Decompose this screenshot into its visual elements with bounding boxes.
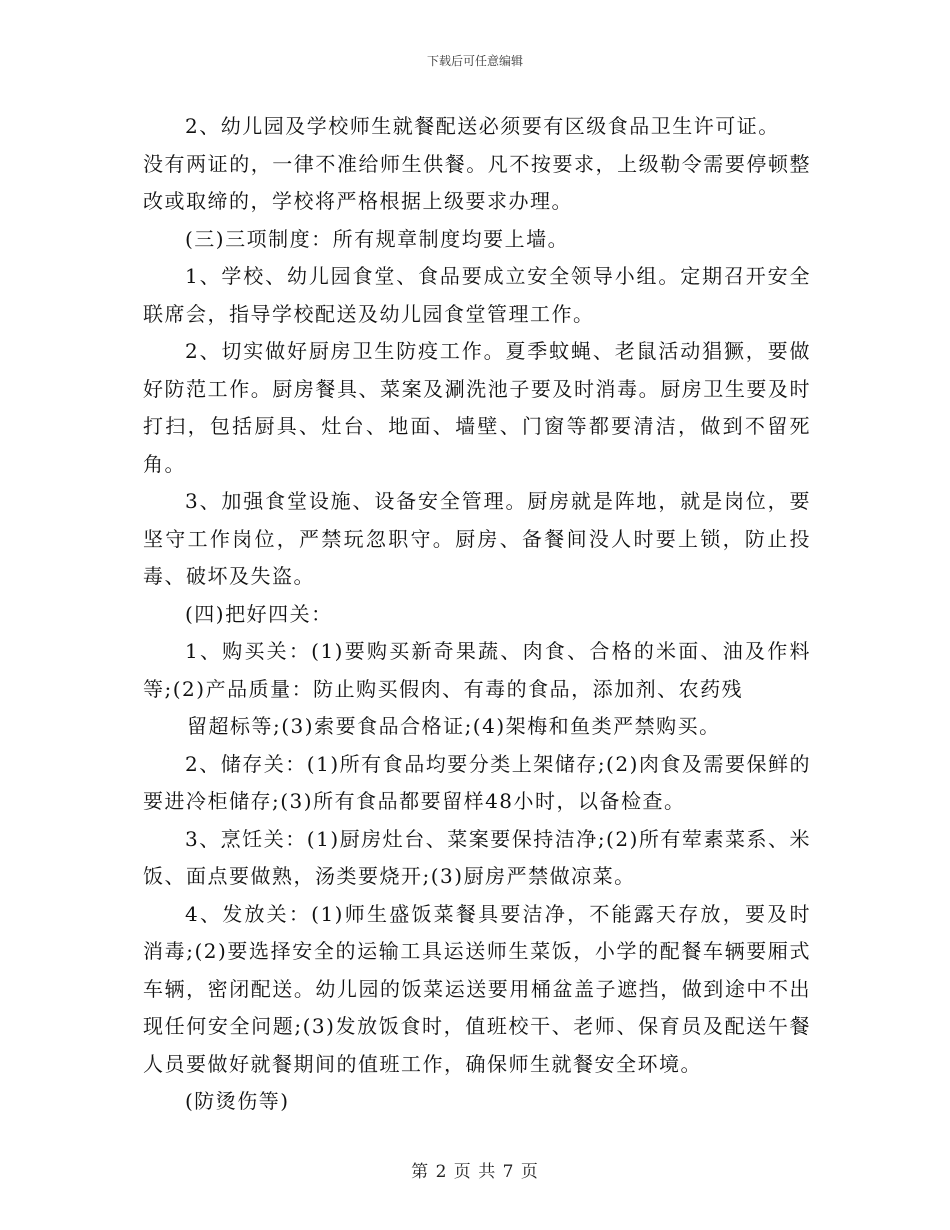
paragraph-license-continued: 没有两证的，一律不准给师生供餐。凡不按要求，上级勒令需要停顿整改或取缔的，学校将严格根据上级要求办理。 bbox=[143, 151, 811, 213]
paragraph-distribution-check: 4、发放关：(1)师生盛饭菜餐具要洁净，不能露天存放，要及时消毒;(2)要选择安全的运输工具运送师生菜饭，小学的配餐车辆要厢式车辆，密闭配送。幼儿园的饭菜运送要用桶盆盖子遮挡，做到途中不出现任何安全问题;(3)发放饭食时，值班校干、老师、保育员及配送午餐人员要做好就餐期间的值班工作，确保师生就餐安全环境。 bbox=[143, 901, 811, 1076]
paragraph-purchase-check: 1、购买关：(1)要购买新奇果蔬、肉食、合格的米面、油及作料等;(2)产品质量：防止购买假肉、有毒的食品，添加剂、农药残 bbox=[143, 639, 811, 701]
document-body bbox=[143, 108, 811, 1121]
paragraph-storage-check: 2、储存关：(1)所有食品均要分类上架储存;(2)肉食及需要保鲜的要进冷柜储存;(3)所有食品都要留样48小时，以备检查。 bbox=[143, 751, 811, 813]
header-note: 下载后可任意编辑 bbox=[426, 54, 523, 68]
paragraph-purchase-check-continued: 留超标等;(3)索要食品合格证;(4)架梅和鱼类严禁购买。 bbox=[187, 714, 721, 738]
page-number-footer: 第 2 页 共 7 页 bbox=[411, 1162, 539, 1182]
paragraph-kitchen-hygiene: 2、切实做好厨房卫生防疫工作。夏季蚊蝇、老鼠活动猖獗，要做好防范工作。厨房餐具、菜案及涮洗池子要及时消毒。厨房卫生要及时打扫，包括厨具、灶台、地面、墙壁、门窗等都要清洁，做到不留死角。 bbox=[143, 339, 811, 476]
section-heading-four-checks: (四)把好四关： bbox=[185, 601, 333, 626]
paragraph-cooking-check: 3、烹饪关：(1)厨房灶台、菜案要保持洁净;(2)所有荤素菜系、米饭、面点要做熟，汤类要烧开;(3)厨房严禁做凉菜。 bbox=[143, 826, 811, 888]
paragraph-license: 2、幼儿园及学校师生就餐配送必须要有区级食品卫生许可证。 bbox=[185, 114, 780, 138]
paragraph-burn-prevention: (防烫伤等) bbox=[185, 1089, 290, 1113]
section-heading-three-systems: (三)三项制度：所有规章制度均要上墙。 bbox=[185, 226, 570, 251]
paragraph-safety-group: 1、学校、幼儿园食堂、食品要成立安全领导小组。定期召开安全联席会，指导学校配送及幼儿园食堂管理工作。 bbox=[143, 264, 811, 326]
paragraph-facility-safety: 3、加强食堂设施、设备安全管理。厨房就是阵地，就是岗位，要坚守工作岗位，严禁玩忽职守。厨房、备餐间没人时要上锁，防止投毒、破坏及失盗。 bbox=[143, 489, 811, 588]
